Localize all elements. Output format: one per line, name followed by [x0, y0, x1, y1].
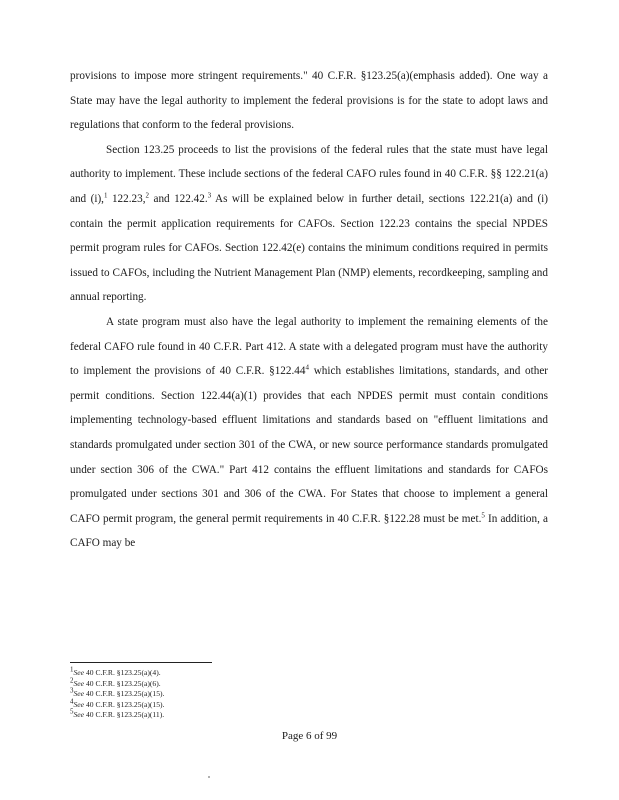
footnote-ref-2[interactable]: 2: [145, 191, 150, 200]
scan-speck: [208, 776, 210, 778]
footnote-number: 3: [70, 686, 74, 695]
footnote-see: See: [73, 678, 85, 688]
footnote-4: [70, 697, 370, 711]
footnote-ref-5[interactable]: 5: [481, 510, 485, 519]
footnote-text: 40 C.F.R. §123.25(a)(6).: [84, 678, 161, 688]
footnote-2: [70, 676, 370, 690]
page-number: Page 6 of 99: [281, 730, 338, 742]
footnote-ref-1[interactable]: 1: [103, 191, 108, 200]
footnote-5: [70, 707, 370, 721]
paragraph-1: provisions to impose more stringent requirements." 40 C.F.R. §123.25(a)(emphasis added). One way a State may have the legal authority to implement the federal provisions is for the state to adopt laws and regulations that conform to the federal provisions.: [70, 70, 548, 132]
footnote-text: 40 C.F.R. §123.25(a)(15).: [84, 689, 165, 699]
paragraph-2: [70, 138, 548, 310]
paragraph-text: 122.23,: [107, 192, 146, 205]
footnote-text: 40 C.F.R. §123.25(a)(11).: [84, 710, 165, 720]
footnote-ref-3[interactable]: 3: [207, 191, 212, 200]
footnote-divider: [70, 662, 212, 663]
footnote-see: See: [73, 668, 85, 677]
footnote-1: [70, 665, 370, 679]
footnote-see: See: [73, 710, 85, 720]
paragraph-text: which establishes limitations, standards, and other permit conditions. Section 122.44(a)(1) provides that each NPDES permit must contain conditions implementing technology-based effluent limitations and standards based on "effluent limitations and standards promulgated under section 301 of the CWA, or new source performance standards promulgated under section 306 of the CWA." Part 412 contains the effluent limitations and standards for CAFOs promulgated under sections 301 and 306 of the CWA. For States that choose to implement a general CAFO permit program, the general permit requirements in 40 C.F.R. §122.28 must be met.: [70, 365, 549, 525]
paragraph-text: A state program must also have the legal authority to implement the remaining elements of the federal CAFO rule found in 40 C.F.R. Part 412. A state with a delegated program must have the authority to implement the provisions of 40 C.F.R. §122.44: [70, 315, 548, 378]
footnote-see: See: [73, 689, 85, 699]
paragraph-3: [70, 310, 548, 556]
footnotes: [70, 665, 370, 721]
paragraph-text: and 122.42.: [149, 192, 208, 205]
paragraph-text: As will be explained below in further detail, sections 122.21(a) and (i) contain the permit application requirements for CAFOs. Section 122.23 contains the special NPDES permit program rules for CAFOs. Section 122.42(e) contains the minimum conditions required in permits issued to CAFOs, including the Nutrient Management Plan (NMP) elements, recordkeeping, sampling and annual reporting.: [70, 192, 549, 304]
footnote-3: [70, 686, 370, 700]
footnote-number: 5: [70, 707, 74, 716]
body-text: [70, 64, 548, 556]
footnote-number: 2: [70, 676, 74, 685]
footnote-number: 1: [70, 665, 74, 674]
footnote-text: 40 C.F.R. §123.25(a)(4).: [84, 668, 161, 677]
paragraph-text: Section 123.25 proceeds to list the provisions of the federal rules that the state must have legal authority to implement. These include sections of the federal CAFO rules found in 40 C.F.R. §§ 122.21(a) and (i),: [70, 143, 548, 205]
paragraph-text: In addition, a CAFO may be: [70, 512, 549, 550]
footnote-number: 4: [70, 697, 74, 706]
footnote-ref-4[interactable]: 4: [305, 363, 309, 372]
footnote-see: See: [73, 699, 85, 709]
footnote-text: 40 C.F.R. §123.25(a)(15).: [84, 699, 165, 709]
